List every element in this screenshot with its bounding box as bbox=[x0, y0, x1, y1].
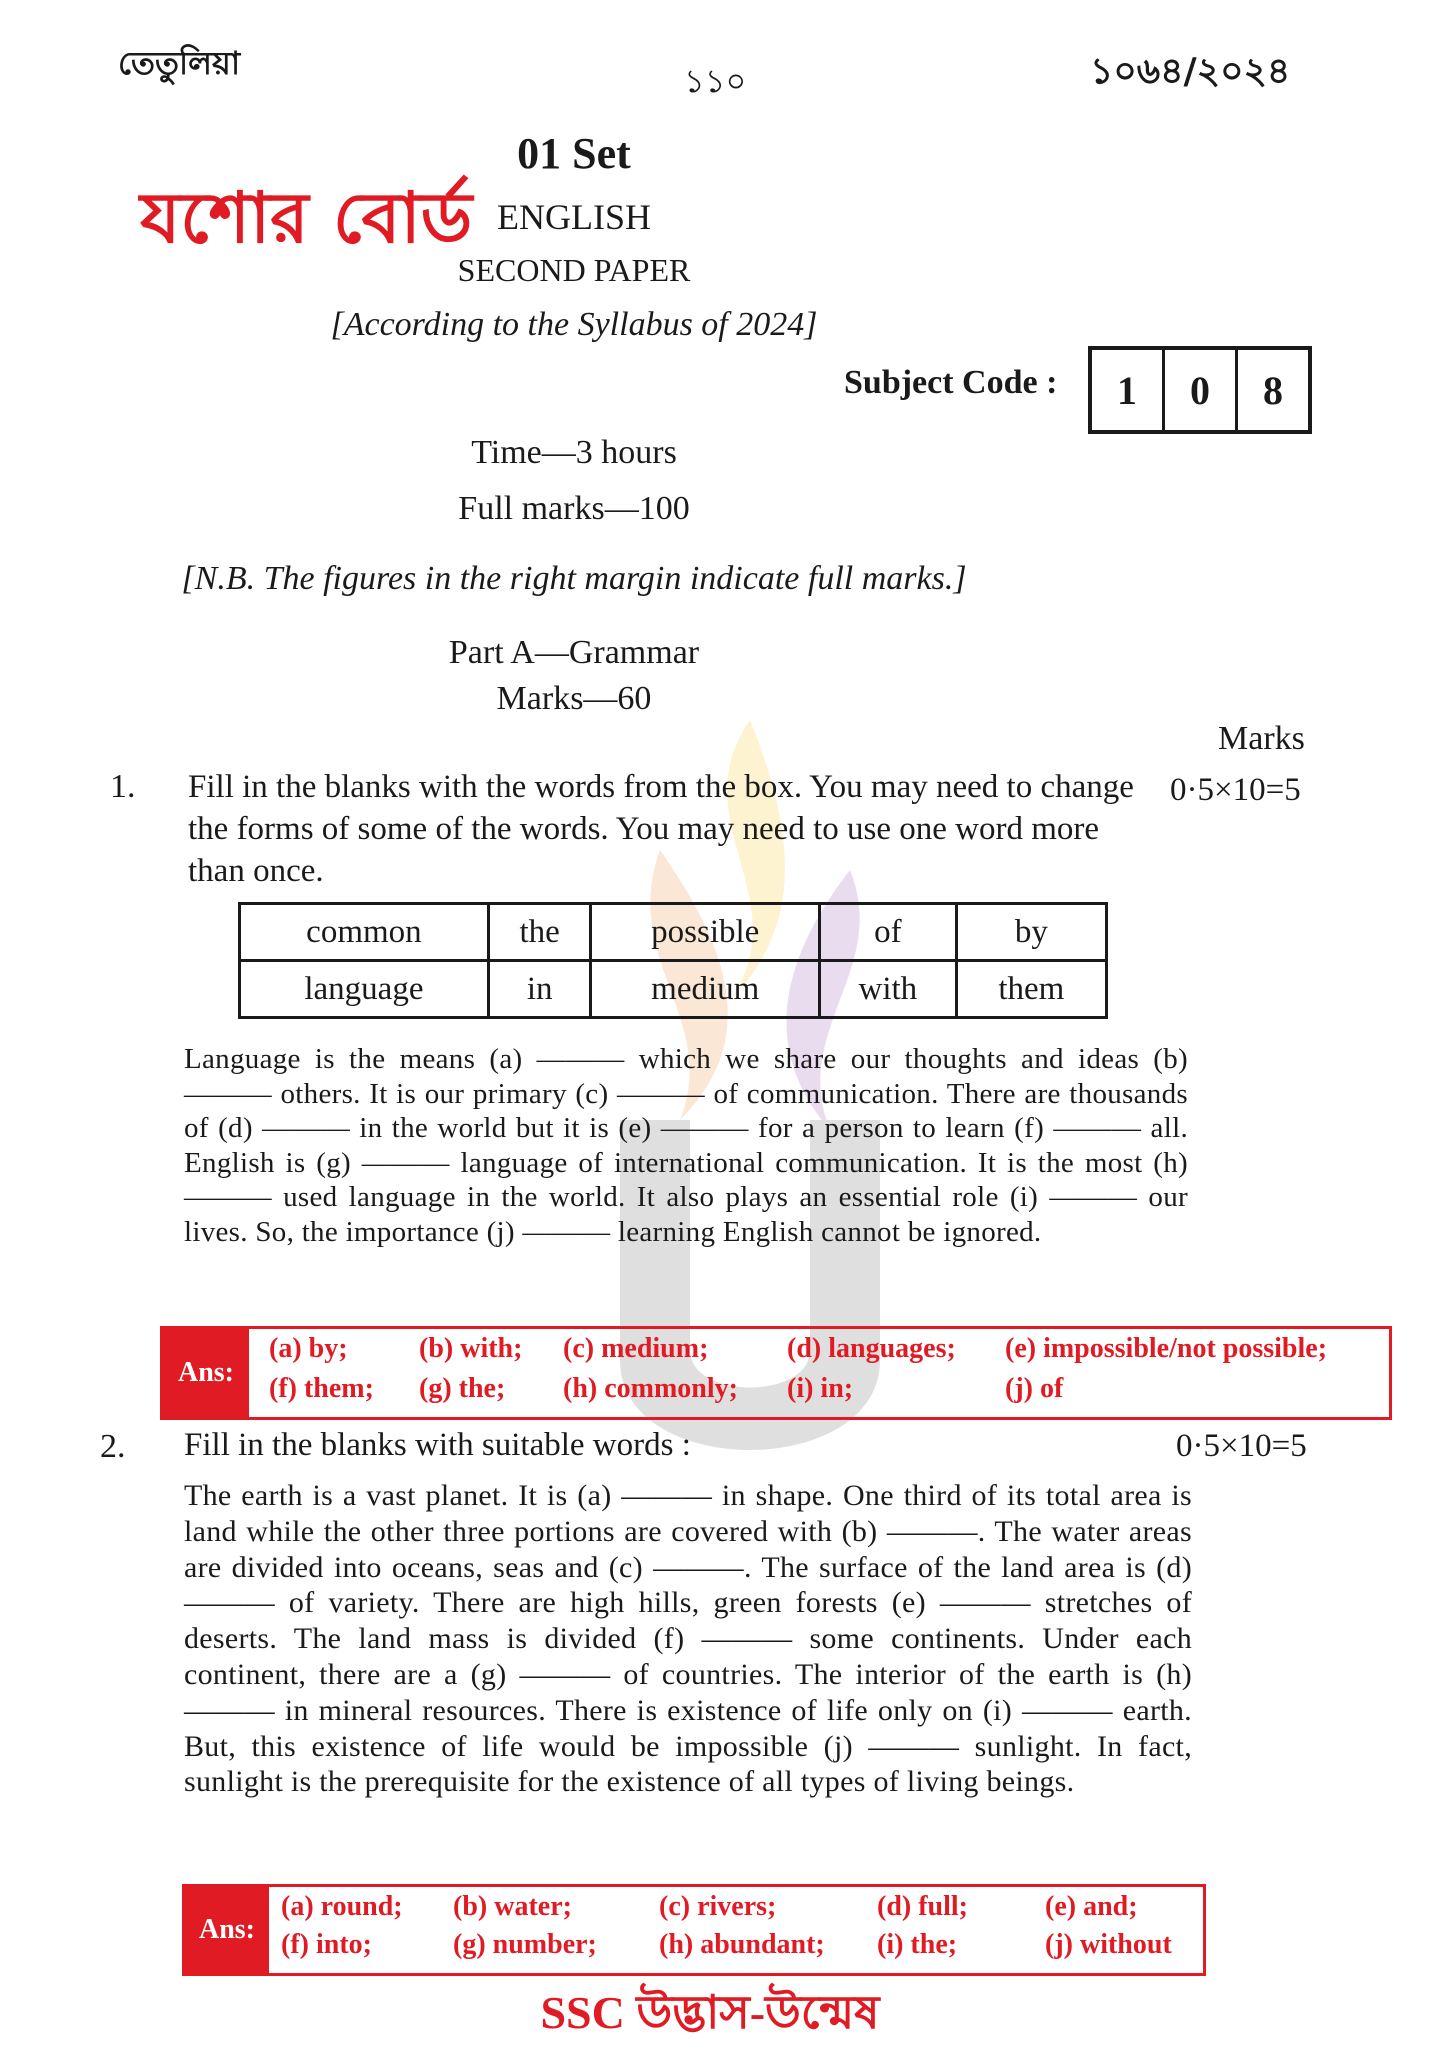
answer-item: (j) without bbox=[1045, 1929, 1172, 1960]
set-title: 01 Set bbox=[517, 129, 631, 178]
answer-item: (j) of bbox=[1005, 1373, 1064, 1404]
subject-code-digit: 1 bbox=[1117, 367, 1137, 413]
word-cell: language bbox=[240, 961, 489, 1018]
q1-instruction: Fill in the blanks with the words from the box. You may need to change the forms of some of the words. You may need to use one word more than once. bbox=[188, 769, 1134, 889]
word-cell: with bbox=[820, 961, 957, 1018]
q2-answer-box bbox=[182, 1884, 1206, 1976]
q2-passage: The earth is a vast planet. It is (a) ——— in shape. One third of its total area is land while the other three portions are covered with (b) ———. The water areas are divided into oceans, seas and (c) ———. The surface of the land area is (d) ——— of variety. There are high hills, green forests (e) ——— stretches of deserts. The land mass is divided (f) ——— some continents. Under each continent, there are a (g) ——— of countries. The interior of the earth is (h) ——— in mineral resources. There is existence of life only on (i) ——— earth. But, this existence of life would be impossible (j) ——— sunlight. In fact, sunlight is the prerequisite for the existence of all types of living beings. bbox=[184, 1479, 1192, 1799]
q2-number: 2. bbox=[100, 1428, 126, 1465]
answer-item: (a) by; bbox=[269, 1333, 348, 1364]
board-name: যশোর বোর্ড bbox=[140, 177, 473, 259]
answer-item: (e) and; bbox=[1045, 1891, 1138, 1922]
subject-code-digit: 8 bbox=[1235, 350, 1308, 430]
answer-label: Ans: bbox=[163, 1329, 249, 1417]
answer-item: (i) the; bbox=[877, 1929, 958, 1960]
subject-code-label: Subject Code : bbox=[844, 364, 1058, 401]
answer-item: (i) in; bbox=[787, 1373, 854, 1404]
answer-item: (b) water; bbox=[453, 1891, 572, 1922]
table-row bbox=[240, 904, 1107, 961]
marks-heading: Marks bbox=[1218, 720, 1305, 757]
answer-item: (h) commonly; bbox=[563, 1373, 738, 1404]
header-page-number: ১১০ bbox=[684, 62, 747, 100]
answer-item: (f) them; bbox=[269, 1373, 374, 1404]
word-cell: of bbox=[820, 904, 957, 961]
subject-title: ENGLISH bbox=[497, 197, 651, 237]
paper-title: SECOND PAPER bbox=[457, 252, 691, 288]
q1-number: 1. bbox=[110, 768, 136, 805]
answer-item: (a) round; bbox=[281, 1891, 403, 1922]
answer-label: Ans: bbox=[185, 1887, 269, 1973]
answer-item: (c) rivers; bbox=[659, 1891, 777, 1922]
word-cell: the bbox=[488, 904, 591, 961]
word-cell: in bbox=[488, 961, 591, 1018]
full-marks: Full marks—100 bbox=[458, 490, 690, 527]
answer-item: (b) with; bbox=[419, 1333, 523, 1364]
q1-passage: Language is the means (a) ——— which we share our thoughts and ideas (b) ——— others. It is our primary (c) ——— of communication. There are thousands of (d) ——— in the world but it is (e) ——— for a person to learn (f) ——— all. English is (g) ——— language of international communication. It is the most (h) ——— used language in the world. It also plays an essential role (i) ——— our lives. So, the importance (j) ——— learning English cannot be ignored. bbox=[184, 1043, 1188, 1248]
answer-item: (h) abundant; bbox=[659, 1929, 825, 1960]
word-cell: by bbox=[956, 904, 1106, 961]
q1-answer-box bbox=[160, 1326, 1392, 1420]
word-cell: common bbox=[240, 904, 489, 961]
q2-marks: 0·5×10=5 bbox=[1176, 1428, 1307, 1464]
answer-item: (e) impossible/not possible; bbox=[1005, 1333, 1328, 1364]
answer-item: (d) full; bbox=[877, 1891, 968, 1922]
q2-instruction: Fill in the blanks with suitable words : bbox=[184, 1427, 691, 1463]
subject-code-box bbox=[1088, 346, 1312, 434]
header-left: তেতুলিয়া bbox=[118, 44, 241, 82]
answer-item: (g) number; bbox=[453, 1929, 597, 1960]
word-cell: them bbox=[956, 961, 1106, 1018]
word-cell: possible bbox=[591, 904, 820, 961]
nb-note: [N.B. The figures in the right margin indicate full marks.] bbox=[181, 560, 967, 597]
footer-brand: SSC উদ্ভাস-উন্মেষ bbox=[540, 1987, 880, 2038]
time-allowed: Time—3 hours bbox=[471, 434, 677, 471]
q1-marks: 0·5×10=5 bbox=[1170, 772, 1301, 808]
table-row bbox=[240, 961, 1107, 1018]
answer-item: (d) languages; bbox=[787, 1333, 956, 1364]
answer-list bbox=[249, 1329, 1389, 1417]
answer-list bbox=[269, 1887, 1203, 1973]
header-right-code: ১০৬৪/২০২৪ bbox=[1090, 51, 1291, 92]
answer-item: (c) medium; bbox=[563, 1333, 709, 1364]
answer-item: (g) the; bbox=[419, 1373, 506, 1404]
syllabus-note: [According to the Syllabus of 2024] bbox=[330, 306, 818, 343]
part-heading: Part A—Grammar bbox=[448, 634, 700, 671]
answer-item: (f) into; bbox=[281, 1929, 372, 1960]
part-marks: Marks—60 bbox=[496, 680, 652, 717]
subject-code-digit: 0 bbox=[1162, 350, 1235, 430]
word-cell: medium bbox=[591, 961, 820, 1018]
q1-word-box bbox=[238, 902, 1108, 1019]
